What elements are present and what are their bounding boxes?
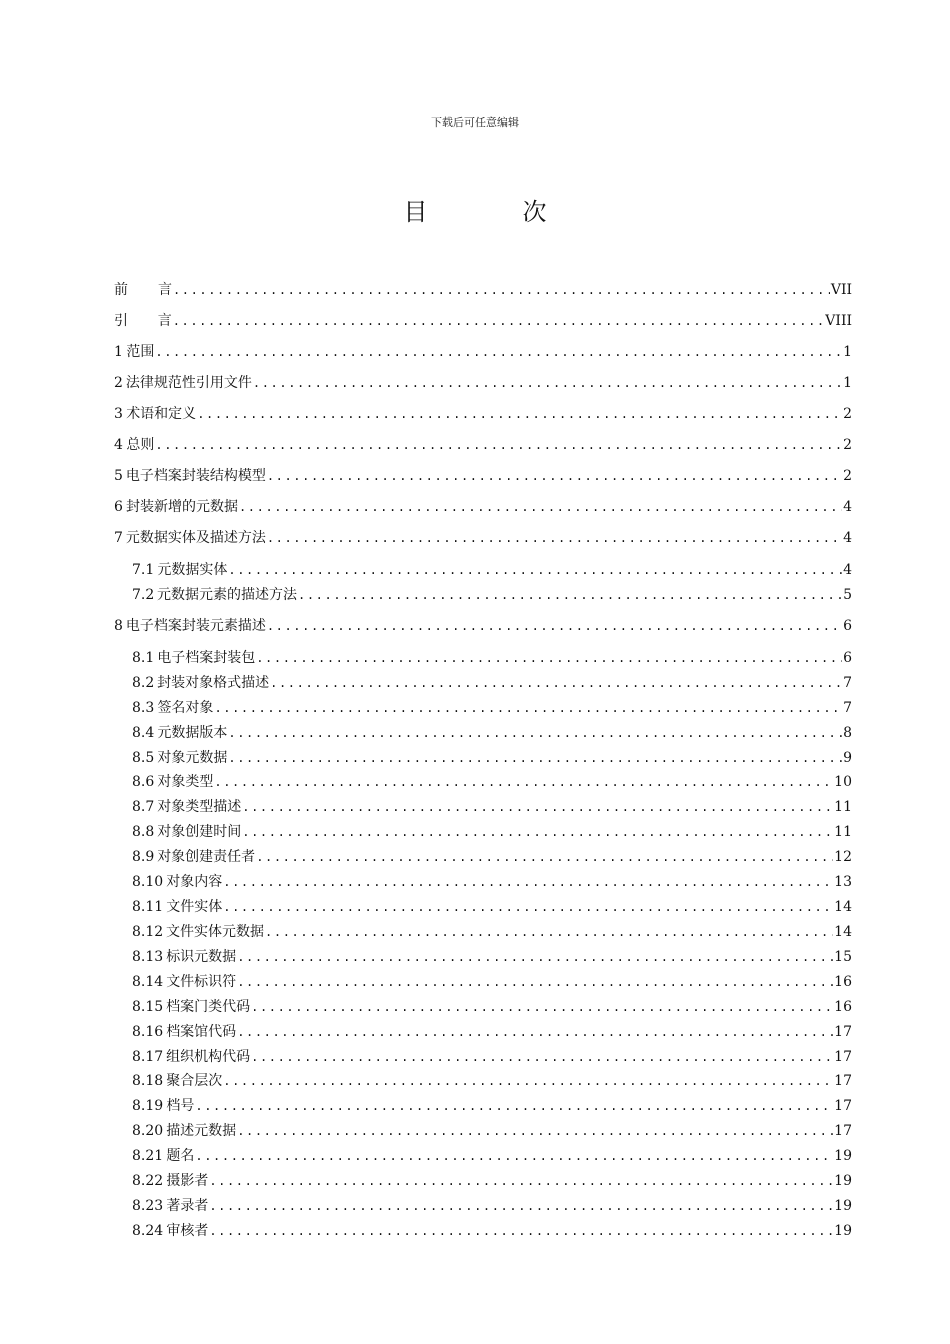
toc-entry-label: 标识元数据 [166,949,237,965]
toc-entry[interactable] [132,1094,852,1118]
toc-entry[interactable] [132,820,852,844]
toc-entry[interactable] [132,1045,852,1069]
toc-entry-number: 8.1 [132,650,155,666]
toc-leader-dots [155,433,842,457]
toc-leader-dots [214,696,842,720]
toc-entry-label: 对象元数据 [157,750,228,766]
toc-entry[interactable] [114,464,852,488]
toc-leader-dots [223,895,833,919]
toc-leader-dots [195,1094,833,1118]
toc-entry-label: 前 [114,282,128,298]
toc-entry-number: 8.23 [132,1198,164,1214]
toc-entry[interactable] [132,1069,852,1093]
toc-entry[interactable] [114,309,852,333]
toc-entry-number: 8 [114,618,123,634]
toc-entry[interactable] [132,646,852,670]
toc-entry-label: 档案门类代码 [166,999,251,1015]
toc-entry-label: 术语和定义 [126,406,197,422]
toc-entry[interactable] [132,1119,852,1143]
toc-entry-page: 17 [834,1049,852,1065]
toc-entry-label: 对象类型描述 [157,799,242,815]
toc-entry-number: 8.15 [132,999,164,1015]
toc-leader-dots [223,1069,833,1093]
toc-entry-page: 9 [843,750,852,766]
toc-entry-label: 总则 [126,437,155,453]
toc-entry-number: 2 [114,375,123,391]
toc-entry[interactable] [114,402,852,426]
toc-entry-page: 4 [843,499,852,515]
toc-leader-dots [265,920,833,944]
toc-entry-number: 8.20 [132,1123,164,1139]
toc-entry-label: 元数据版本 [157,725,228,741]
toc-entry-page: 13 [834,874,852,890]
toc-entry-label: 封装对象格式描述 [157,675,270,691]
toc-entry[interactable] [132,696,852,720]
toc-leader-dots [237,970,833,994]
toc-entry-number: 8.10 [132,874,164,890]
toc-entry-label: 封装新增的元数据 [125,499,238,515]
toc-entry-number: 8.22 [132,1173,164,1189]
toc-entry-number: 5 [114,468,123,484]
toc-entry-number: 8.18 [132,1073,164,1089]
toc-leader-dots [237,1119,833,1143]
toc-entry-label: 言 [157,282,172,298]
toc-entry-label: 对象创建责任者 [157,849,256,865]
toc-leader-dots [237,1020,833,1044]
toc-entry-label: 电子档案封装结构模型 [125,468,266,484]
toc-entry-page: 17 [834,1123,852,1139]
toc-entry-page: 12 [834,849,852,865]
toc-entry-number: 8.13 [132,949,164,965]
toc-entry-page: 17 [834,1024,852,1040]
toc-entry-page: 2 [843,468,852,484]
toc-leader-dots [251,1045,833,1069]
toc-entry[interactable] [132,770,852,794]
toc-entry-number: 8.16 [132,1024,164,1040]
toc-entry-page: 17 [834,1073,852,1089]
toc-entry-number: 7.2 [132,587,155,603]
toc-entry[interactable] [132,1194,852,1218]
toc-leader-dots [251,995,833,1019]
toc-leader-dots [256,845,833,869]
toc-entry-label: 审核者 [166,1223,209,1239]
toc-entry-label: 著录者 [166,1198,209,1214]
toc-entry-number: 8.2 [132,675,155,691]
toc-entry[interactable] [132,1169,852,1193]
toc-entry[interactable] [132,1219,852,1243]
toc-entry-label: 元数据实体 [157,562,228,578]
toc-entry-page: 14 [834,899,852,915]
toc-leader-dots [253,371,842,395]
toc-entry[interactable] [132,845,852,869]
toc-entry-number: 8.12 [132,924,164,940]
toc-entry-label: 文件标识符 [166,974,237,990]
toc-entry-page: 8 [843,725,852,741]
toc-entry-page: VII [830,282,852,298]
toc-entry-page: 19 [834,1223,852,1239]
toc-leader-dots [209,1194,833,1218]
toc-entry[interactable] [132,795,852,819]
toc-leader-dots [267,614,842,638]
toc-entry-number: 8.19 [132,1098,164,1114]
title-left: 目 [403,198,428,226]
toc-entry-label: 电子档案封装包 [157,650,256,666]
toc-leader-dots [209,1219,833,1243]
toc-entry-number: 7.1 [132,562,155,578]
toc-entry-label: 引 [114,313,128,329]
toc-entry-page: 16 [834,999,852,1015]
toc-leader-dots [270,671,842,695]
toc-entry-page: 7 [843,675,852,691]
toc-entry[interactable] [132,870,852,894]
toc-entry-number: 8.24 [132,1223,164,1239]
toc-leader-dots [267,464,842,488]
header-note: 下载后可任意编辑 [431,116,519,129]
toc-entry[interactable] [114,278,852,302]
toc-entry-number: 8.5 [132,750,155,766]
toc-entry-label: 文件实体 [166,899,223,915]
toc-entry-number: 8.3 [132,700,155,716]
toc-entry-label: 题名 [166,1148,195,1164]
toc-entry-page: 15 [834,949,852,965]
toc-entry-number: 6 [114,499,123,515]
toc-entry-label: 组织机构代码 [166,1049,251,1065]
toc-entry[interactable] [132,1144,852,1168]
toc-entry[interactable] [132,746,852,770]
toc-entry-label: 言 [157,313,172,329]
page-title [0,192,950,227]
toc-leader-dots [228,558,842,582]
toc-entry[interactable] [132,995,852,1019]
toc-leader-dots [214,770,833,794]
toc-entry-page: 14 [834,924,852,940]
toc-entry-number: 7 [114,530,123,546]
toc-leader-dots [242,820,833,844]
toc-entry[interactable] [132,970,852,994]
toc-entry-number: 8.8 [132,824,155,840]
toc-entry-label: 对象创建时间 [157,824,242,840]
toc-entry-page: 5 [843,587,852,603]
toc-entry-number: 3 [114,406,123,422]
toc-entry[interactable] [132,945,852,969]
toc-entry-page: VIII [825,313,852,329]
title-right: 次 [522,198,547,226]
toc-entry-number: 8.21 [132,1148,164,1164]
toc-entry-page: 1 [843,375,852,391]
toc-entry-label: 描述元数据 [166,1123,237,1139]
toc-entry-page: 17 [834,1098,852,1114]
toc-entry-page: 19 [834,1198,852,1214]
toc-entry-number: 8.6 [132,774,155,790]
toc-entry[interactable] [114,340,852,364]
toc-entry-number: 8.17 [132,1049,164,1065]
toc-entry-number: 8.4 [132,725,155,741]
toc-entry-label: 法律规范性引用文件 [125,375,252,391]
toc-leader-dots [173,309,825,333]
toc-entry-page: 2 [843,437,852,453]
toc-entry-page: 6 [843,618,852,634]
toc-entry-page: 4 [843,562,852,578]
toc-entry[interactable] [114,495,852,519]
toc-entry-label: 签名对象 [157,700,214,716]
toc-entry[interactable] [132,583,852,607]
toc-entry-label: 范围 [126,344,155,360]
toc-entry-page: 16 [834,974,852,990]
toc-leader-dots [256,646,842,670]
toc-entry-label: 对象类型 [157,774,214,790]
toc-entry[interactable] [114,526,852,550]
toc-entry-label: 对象内容 [166,874,223,890]
toc-leader-dots [267,526,842,550]
toc-entry-page: 4 [843,530,852,546]
toc-leader-dots [223,870,833,894]
toc-entry-number: 4 [114,437,123,453]
toc-leader-dots [228,746,842,770]
toc-leader-dots [173,278,830,302]
toc-entry[interactable] [114,371,852,395]
toc-entry-label: 档号 [166,1098,195,1114]
toc-entry[interactable] [132,1020,852,1044]
toc-entry-page: 7 [843,700,852,716]
toc-entry[interactable] [132,558,852,582]
toc-entry[interactable] [132,895,852,919]
toc-entry-label: 电子档案封装元素描述 [125,618,266,634]
toc-entry-number: 8.7 [132,799,155,815]
toc-entry[interactable] [114,614,852,638]
toc-leader-dots [298,583,842,607]
toc-leader-dots [209,1169,833,1193]
toc-entry-label: 文件实体元数据 [166,924,265,940]
toc-entry-label: 元数据实体及描述方法 [125,530,266,546]
toc-entry[interactable] [132,671,852,695]
toc-leader-dots [155,340,842,364]
toc-leader-dots [197,402,842,426]
toc-entry-number: 8.14 [132,974,164,990]
toc-entry-page: 6 [843,650,852,666]
toc-leader-dots [237,945,833,969]
toc-entry-number: 1 [114,344,123,360]
toc-entry[interactable] [132,721,852,745]
toc-entry-page: 11 [834,824,852,840]
toc-entry-page: 19 [834,1173,852,1189]
toc-entry-page: 11 [834,799,852,815]
toc-entry-page: 19 [834,1148,852,1164]
toc-entry-page: 10 [834,774,852,790]
toc-entry-label: 元数据元素的描述方法 [157,587,298,603]
toc-entry-number: 8.11 [132,899,164,915]
toc-leader-dots [242,795,833,819]
toc-entry[interactable] [132,920,852,944]
toc-leader-dots [195,1144,833,1168]
toc-entry-number: 8.9 [132,849,155,865]
toc-leader-dots [228,721,842,745]
toc-entry-page: 2 [843,406,852,422]
toc-leader-dots [239,495,842,519]
toc-entry-label: 档案馆代码 [166,1024,237,1040]
toc-entry-label: 聚合层次 [166,1073,223,1089]
toc-entry-page: 1 [843,344,852,360]
toc-entry-label: 摄影者 [166,1173,209,1189]
toc-entry[interactable] [114,433,852,457]
